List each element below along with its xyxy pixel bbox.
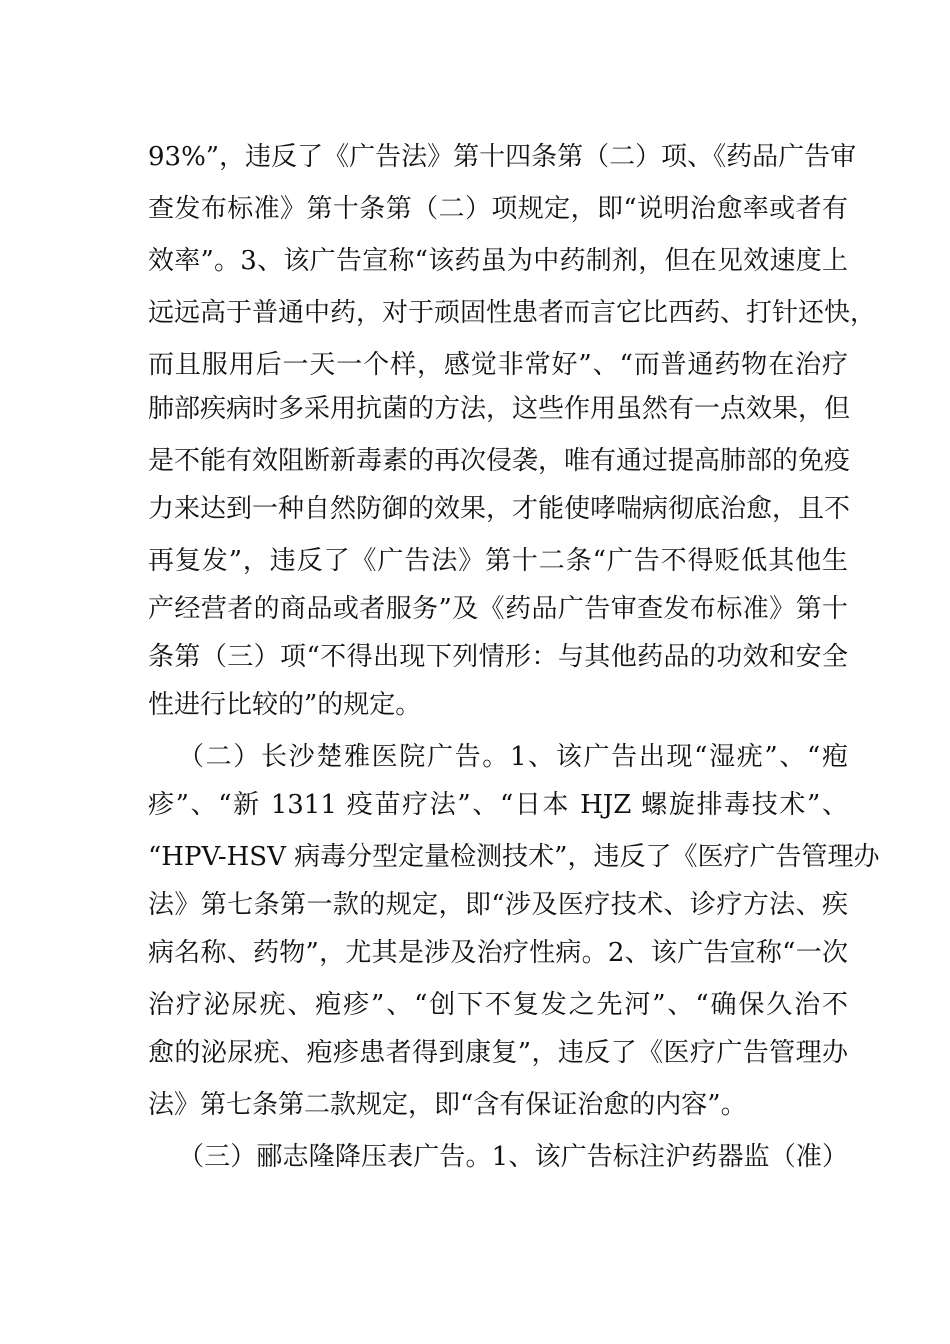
text-line: 再复发”，违反了《广告法》第十二条“广告不得贬低其他生 bbox=[148, 546, 848, 576]
text-line: 产经营者的商品或者服务”及《药品广告审查发布标准》第十 bbox=[148, 594, 848, 624]
text-line: 法》第七条第二款规定，即“含有保证治愈的内容”。 bbox=[148, 1090, 747, 1120]
text-line: 查发布标准》第十条第（二）项规定，即“说明治愈率或者有 bbox=[148, 194, 848, 224]
text-line: 肺部疾病时多采用抗菌的方法，这些作用虽然有一点效果，但 bbox=[148, 394, 851, 424]
text-line: 疹”、“新 1311 疫苗疗法”、“日本 HJZ 螺旋排毒技术”、 bbox=[148, 790, 848, 820]
text-line: 而且服用后一天一个样，感觉非常好”、“而普通药物在治疗 bbox=[148, 350, 848, 380]
text-line: 病名称、药物”，尤其是涉及治疗性病。2、该广告宣称“一次 bbox=[148, 938, 848, 968]
text-line: 性进行比较的”的规定。 bbox=[148, 690, 422, 720]
text-line: 93%”，违反了《广告法》第十四条第（二）项、《药品广告审 bbox=[148, 142, 857, 172]
text-line: 治疗泌尿疣、疱疹”、“创下不复发之先河”、“确保久治不 bbox=[148, 990, 848, 1020]
text-line: 条第（三）项“不得出现下列情形：与其他药品的功效和安全 bbox=[148, 642, 848, 672]
section-heading-line: （三）郦志隆降压表广告。1、该广告标注沪药器监（准） bbox=[178, 1142, 848, 1172]
text-line: 是不能有效阻断新毒素的再次侵袭，唯有通过提高肺部的免疫 bbox=[148, 446, 851, 476]
text-line: 力来达到一种自然防御的效果，才能使哮喘病彻底治愈，且不 bbox=[148, 494, 851, 524]
text-line: 愈的泌尿疣、疱疹患者得到康复”，违反了《医疗广告管理办 bbox=[148, 1038, 848, 1068]
text-line: 法》第七条第一款的规定，即“涉及医疗技术、诊疗方法、疾 bbox=[148, 890, 848, 920]
text-line: 远远高于普通中药，对于顽固性患者而言它比西药、打针还快， bbox=[148, 298, 877, 328]
text-line: “HPV-HSV 病毒分型定量检测技术”，违反了《医疗广告管理办 bbox=[148, 842, 880, 872]
text-line: 效率”。3、该广告宣称“该药虽为中药制剂，但在见效速度上 bbox=[148, 246, 848, 276]
section-heading-line: （二）长沙楚雅医院广告。1、该广告出现“湿疣”、“疱 bbox=[178, 742, 848, 772]
